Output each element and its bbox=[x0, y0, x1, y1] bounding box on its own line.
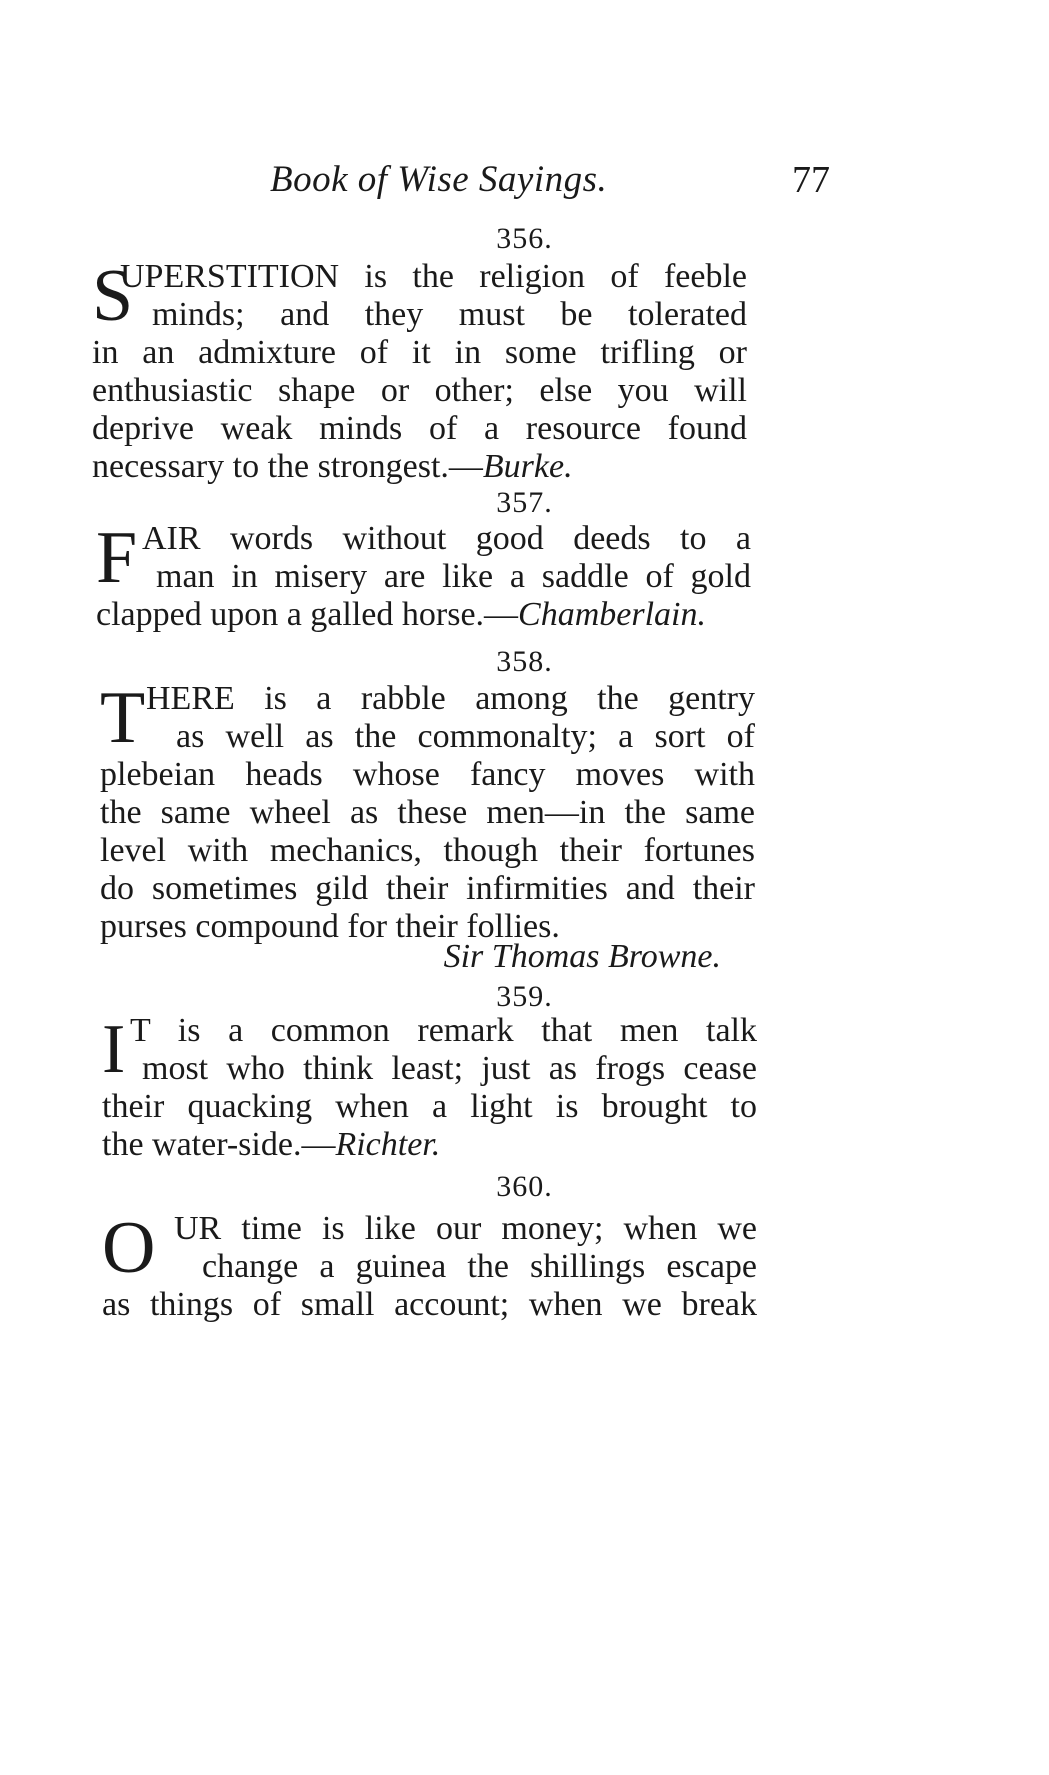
entry-357 bbox=[96, 517, 751, 634]
entry-line: do sometimes gild their infirmities and their bbox=[100, 870, 755, 907]
entry-text: necessary to the strongest.— bbox=[92, 448, 483, 485]
drop-cap: T bbox=[100, 677, 146, 759]
entry-358 bbox=[100, 677, 755, 975]
running-head bbox=[270, 158, 830, 208]
author: Chamberlain. bbox=[518, 596, 706, 633]
entry-line bbox=[96, 596, 751, 634]
entry-number: 360. bbox=[496, 1170, 553, 1203]
entry-line: the same wheel as these men—in the same bbox=[100, 794, 755, 831]
drop-cap: F bbox=[96, 517, 138, 599]
entry-number: 359. bbox=[496, 980, 553, 1013]
entry-line bbox=[102, 1126, 757, 1164]
entry-text: the water-side.— bbox=[102, 1126, 336, 1163]
author: Sir Thomas Browne. bbox=[443, 938, 721, 975]
drop-cap: O bbox=[102, 1207, 156, 1289]
running-title: Book of Wise Sayings. bbox=[270, 159, 608, 200]
entry-line: purses compound for their follies. bbox=[100, 908, 560, 945]
entry-line: change a guinea the shillings escape bbox=[202, 1248, 757, 1285]
entry-359 bbox=[102, 1012, 757, 1164]
entry-number: 356. bbox=[496, 222, 553, 255]
entry-line: AIR words without good deeds to a bbox=[142, 520, 751, 557]
author: Richter. bbox=[335, 1126, 441, 1163]
entry-line: HERE is a rabble among the gentry bbox=[146, 680, 755, 717]
drop-cap: S bbox=[92, 255, 134, 337]
entry-line: UR time is like our money; when we bbox=[174, 1210, 757, 1247]
entry-line: most who think least; just as frogs cease bbox=[142, 1050, 757, 1087]
entry-line: T is a common remark that men talk bbox=[130, 1012, 757, 1049]
entry-line: plebeian heads whose fancy moves with bbox=[100, 756, 755, 793]
entry-line: UPERSTITION is the religion of feeble bbox=[120, 258, 747, 295]
entry-text: clapped upon a galled horse.— bbox=[96, 596, 519, 633]
entry-356 bbox=[92, 255, 747, 486]
entry-line: enthusiastic shape or other; else you will bbox=[92, 372, 747, 409]
entry-line: their quacking when a light is brought to bbox=[102, 1088, 757, 1125]
entry-line: in an admixture of it in some trifling or bbox=[92, 334, 747, 371]
page-number: 77 bbox=[792, 159, 830, 201]
entry-line: as well as the commonalty; a sort of bbox=[176, 718, 755, 755]
entry-line: as things of small account; when we break bbox=[102, 1286, 757, 1323]
entry-number: 358. bbox=[496, 645, 553, 678]
entry-line: deprive weak minds of a resource found bbox=[92, 410, 747, 447]
entry-number: 357. bbox=[496, 486, 553, 519]
entry-line bbox=[92, 448, 747, 486]
drop-cap: I bbox=[102, 1011, 126, 1088]
entry-line: man in misery are like a saddle of gold bbox=[156, 558, 751, 595]
entry-360 bbox=[102, 1207, 757, 1324]
author: Burke. bbox=[482, 448, 573, 485]
entry-line: level with mechanics, though their fortunes bbox=[100, 832, 755, 869]
entry-line: minds; and they must be tolerated bbox=[152, 296, 747, 333]
